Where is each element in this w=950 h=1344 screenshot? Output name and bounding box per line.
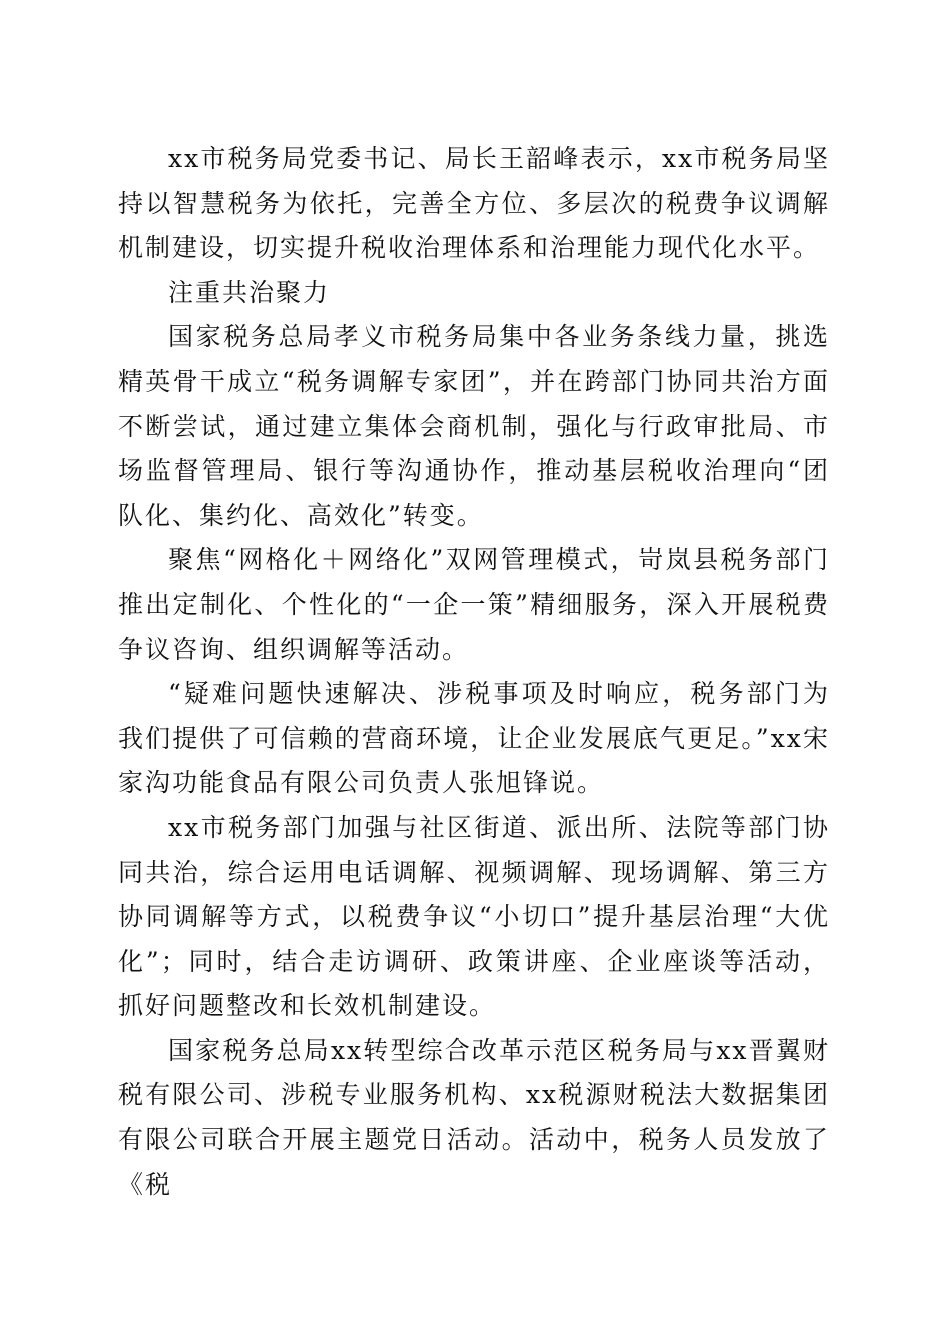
paragraph-director-statement: xx市税务局党委书记、局长王韶峰表示，xx市税务局坚持以智慧税务为依托，完善全方位、多层次的税费争议调解机制建设，切实提升税收治理体系和治理能力现代化水平。: [118, 144, 830, 263]
paragraph-expert-team: 国家税务总局孝义市税务局集中各业务条线力量，挑选精英骨干成立“税务调解专家团”，并在跨部门协同共治方面不断尝试，通过建立集体会商机制，强化与行政审批局、市场监督管理局、银行等沟通协作，推动基层税收治理向“团队化、集约化、高效化”转变。: [118, 322, 830, 530]
paragraph-quote: “疑难问题快速解决、涉税事项及时响应，税务部门为我们提供了可信赖的营商环境，让企业发展底气更足。”xx宋家沟功能食品有限公司负责人张旭锋说。: [118, 679, 830, 798]
paragraph-grid-network: 聚焦“网格化＋网络化”双网管理模式，岢岚县税务部门推出定制化、个性化的“一企一策”精细服务，深入开展税费争议咨询、组织调解等活动。: [118, 545, 830, 664]
document-page: [118, 137, 830, 1207]
paragraph-co-governance: xx市税务部门加强与社区街道、派出所、法院等部门协同共治，综合运用电话调解、视频调解、现场调解、第三方协同调解等方式，以税费争议“小切口”提升基层治理“大优化”；同时，结合走访调研、政策讲座、企业座谈等活动，抓好问题整改和长效机制建设。: [118, 812, 830, 1021]
section-heading: 注重共治聚力: [168, 277, 331, 307]
paragraph-party-day: 国家税务总局xx转型综合改革示范区税务局与xx晋翼财税有限公司、涉税专业服务机构、xx税源财税法大数据集团有限公司联合开展主题党日活动。活动中，税务人员发放了《税: [118, 1035, 830, 1199]
